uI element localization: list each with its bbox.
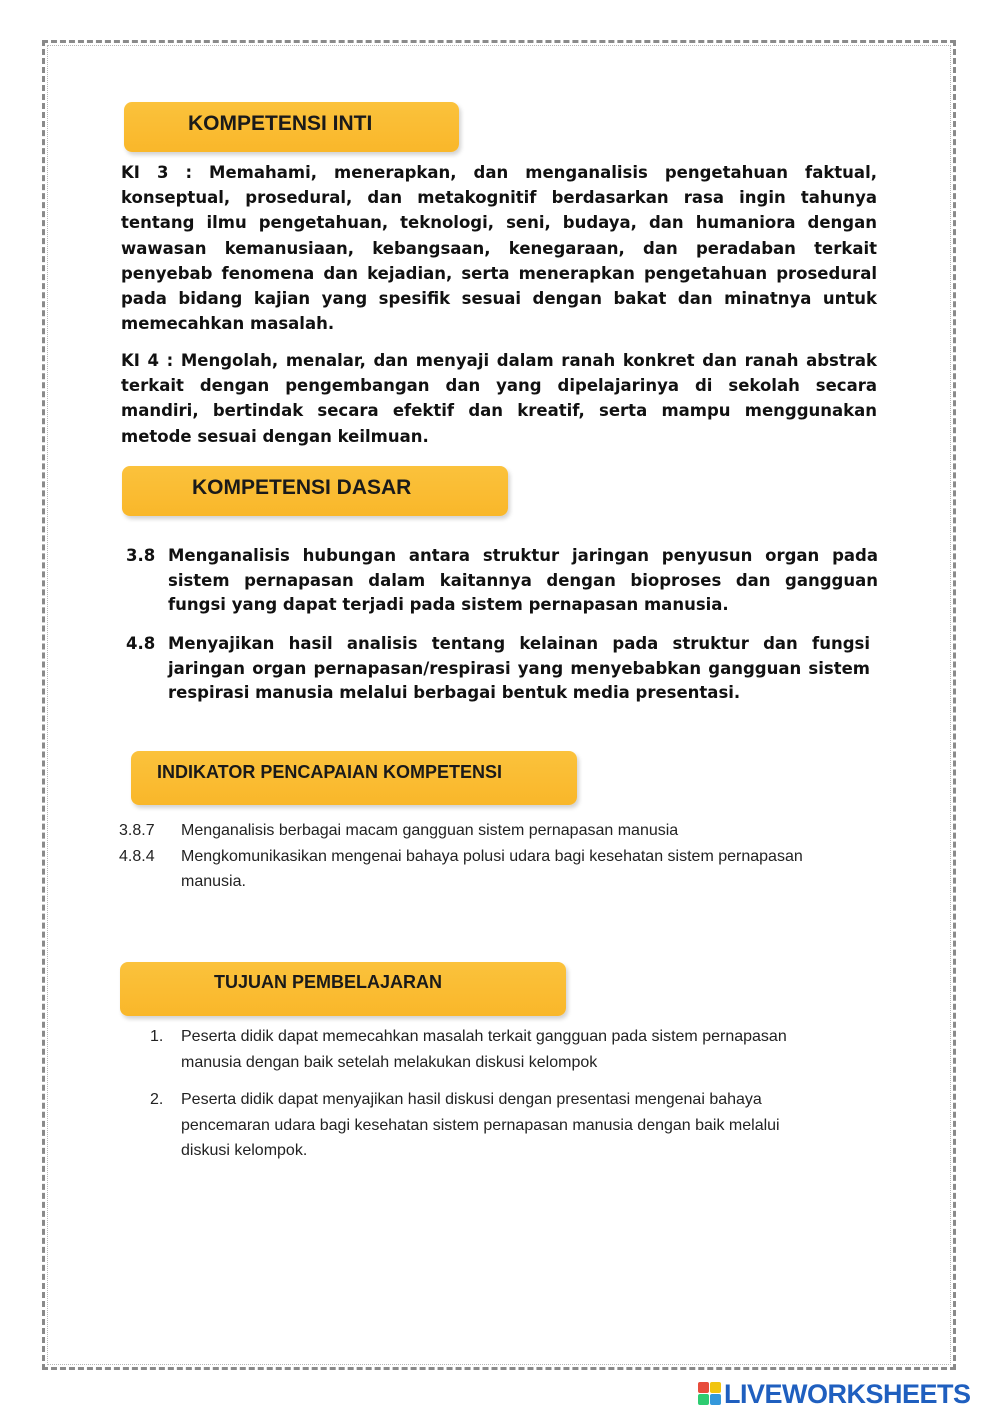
tujuan-item [150, 1087, 810, 1164]
brand-name: LIVEWORKSHEETS [724, 1378, 971, 1409]
tujuan-number: 2. [150, 1091, 164, 1108]
kd-item [126, 632, 870, 706]
indikator-number: 3.8.7 [119, 822, 155, 839]
tujuan-number: 1. [150, 1028, 164, 1045]
kd-number: 4.8 [126, 634, 156, 653]
indikator-item [119, 844, 839, 894]
heading-kompetensi-inti [124, 102, 459, 152]
indikator-item [119, 818, 839, 843]
kd-text: Menganalisis hubungan antara struktur jaringan penyusun organ pada sistem pernapasan dalam kaitannya dengan bioproses dan gangguan fungsi yang dapat terjadi pada sistem pernapasan manusia. [168, 546, 878, 614]
ki3-paragraph: KI 3 : Memahami, menerapkan, dan menganalisis pengetahuan faktual, konseptual, prosedural, dan metakognitif berdasarkan rasa ingin tahunya tentang ilmu pengetahuan, teknologi, seni, budaya, dan humaniora dengan wawasan kemanusiaan, kebangsaan, kenegaraan, dan peradaban terkait penyebab fenomena dan kejadian, serta menerapkan pengetahuan prosedural pada bidang kajian yang spesifik sesuai dengan bakat dan minatnya untuk memecahkan masalah. [121, 163, 877, 334]
heading-text: KOMPETENSI INTI [188, 112, 373, 135]
tujuan-text: Peserta didik dapat menyajikan hasil diskusi dengan presentasi mengenai bahaya pencemaran udara bagi kesehatan sistem pernapasan manusia dengan baik melalui diskusi kelompok. [181, 1091, 780, 1159]
tujuan-item [150, 1024, 810, 1075]
ki4-paragraph: KI 4 : Mengolah, menalar, dan menyaji dalam ranah konkret dan ranah abstrak terkait dengan pengembangan dan yang dipelajarinya di sekolah secara mandiri, bertindak secara efektif dan kreatif, serta mampu menggunakan metode sesuai dengan keilmuan. [121, 351, 877, 446]
indikator-text: Menganalisis berbagai macam gangguan sistem pernapasan manusia [181, 822, 679, 839]
heading-text: TUJUAN PEMBELAJARAN [214, 971, 443, 992]
kd-number: 3.8 [126, 546, 156, 565]
liveworksheets-brand [698, 1380, 971, 1408]
liveworksheets-logo-icon [698, 1382, 722, 1406]
heading-kompetensi-dasar [122, 466, 508, 516]
indikator-text: Mengkomunikasikan mengenai bahaya polusi udara bagi kesehatan sistem pernapasan manusia. [181, 848, 803, 890]
heading-indikator [131, 751, 577, 805]
kd-text: Menyajikan hasil analisis tentang kelainan pada struktur dan fungsi jaringan organ pernapasan/respirasi yang menyebabkan gangguan sistem respirasi manusia melalui berbagai bentuk media presentasi. [168, 634, 870, 702]
heading-text: KOMPETENSI DASAR [192, 476, 412, 499]
heading-tujuan [120, 962, 566, 1016]
heading-text: INDIKATOR PENCAPAIAN KOMPETENSI [157, 761, 503, 782]
kd-item [126, 544, 878, 618]
tujuan-text: Peserta didik dapat memecahkan masalah terkait gangguan pada sistem pernapasan manusia dengan baik setelah melakukan diskusi kelompok [181, 1028, 787, 1071]
indikator-number: 4.8.4 [119, 848, 155, 865]
